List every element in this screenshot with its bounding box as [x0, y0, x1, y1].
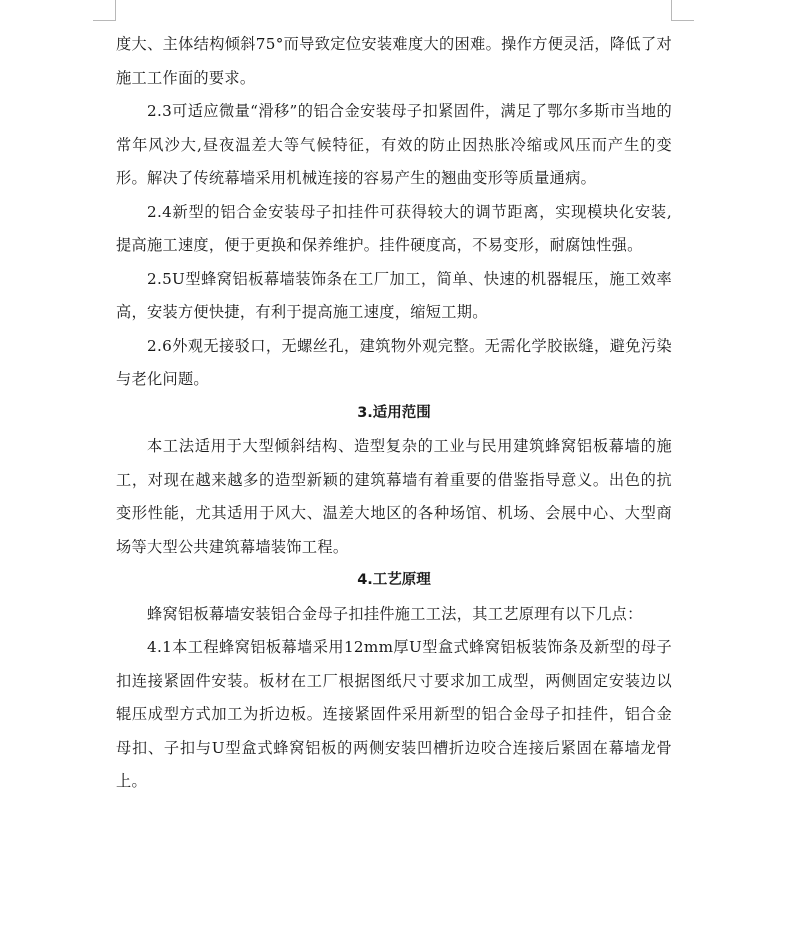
body-paragraph: 度大、主体结构倾斜75°而导致定位安装难度大的困难。操作方便灵活，降低了对施工工作面的要求。 [116, 35, 672, 87]
body-paragraph: 本工法适用于大型倾斜结构、造型复杂的工业与民用建筑蜂窝铝板幕墙的施工，对现在越来越多的造型新颖的建筑幕墙有着重要的借鉴指导意义。出色的抗变形性能，尤其适用于风大、温差大地区的各种场馆、机场、会展中心、大型商场等大型公共建筑幕墙装饰工程。 [116, 437, 672, 556]
body-paragraph: 2.3可适应微量“滑移”的铝合金安装母子扣紧固件，满足了鄂尔多斯市当地的常年风沙大,昼夜温差大等气候特征，有效的防止因热胀冷缩或风压而产生的变形。解决了传统幕墙采用机械连接的容易产生的翘曲变形等质量通病。 [116, 102, 672, 187]
page-corner-mark-right [671, 0, 694, 21]
document-page-content [116, 28, 672, 799]
section-heading: 4.工艺原理 [357, 572, 431, 588]
body-paragraph: 蜂窝铝板幕墙安装铝合金母子扣挂件施工工法，其工艺原理有以下几点： [147, 604, 643, 623]
page-corner-mark-left [93, 0, 116, 21]
section-heading: 3.适用范围 [357, 404, 431, 421]
body-paragraph: 2.6外观无接驳口，无螺丝孔，建筑物外观完整。无需化学胶嵌缝，避免污染与老化问题。 [116, 336, 672, 388]
body-paragraph: 2.4新型的铝合金安装母子扣挂件可获得较大的调节距离，实现模块化安装,提高施工速度，便于更换和保养维护。挂件硬度高，不易变形，耐腐蚀性强。 [116, 202, 672, 254]
body-paragraph: 2.5U型蜂窝铝板幕墙装饰条在工厂加工，简单、快速的机器辊压，施工效率高，安装方便快捷，有利于提高施工速度，缩短工期。 [116, 269, 672, 321]
body-paragraph: 4.1本工程蜂窝铝板幕墙采用12mm厚U型盒式蜂窝铝板装饰条及新型的母子扣连接紧固件安装。板材在工厂根据图纸尺寸要求加工成型，两侧固定安装边以辊压成型方式加工为折边板。连接紧固件采用新型的铝合金母子扣挂件，铝合金母扣、子扣与U型盒式蜂窝铝板的两侧安装凹槽折边咬合连接后紧固在幕墙龙骨上。 [116, 638, 672, 790]
